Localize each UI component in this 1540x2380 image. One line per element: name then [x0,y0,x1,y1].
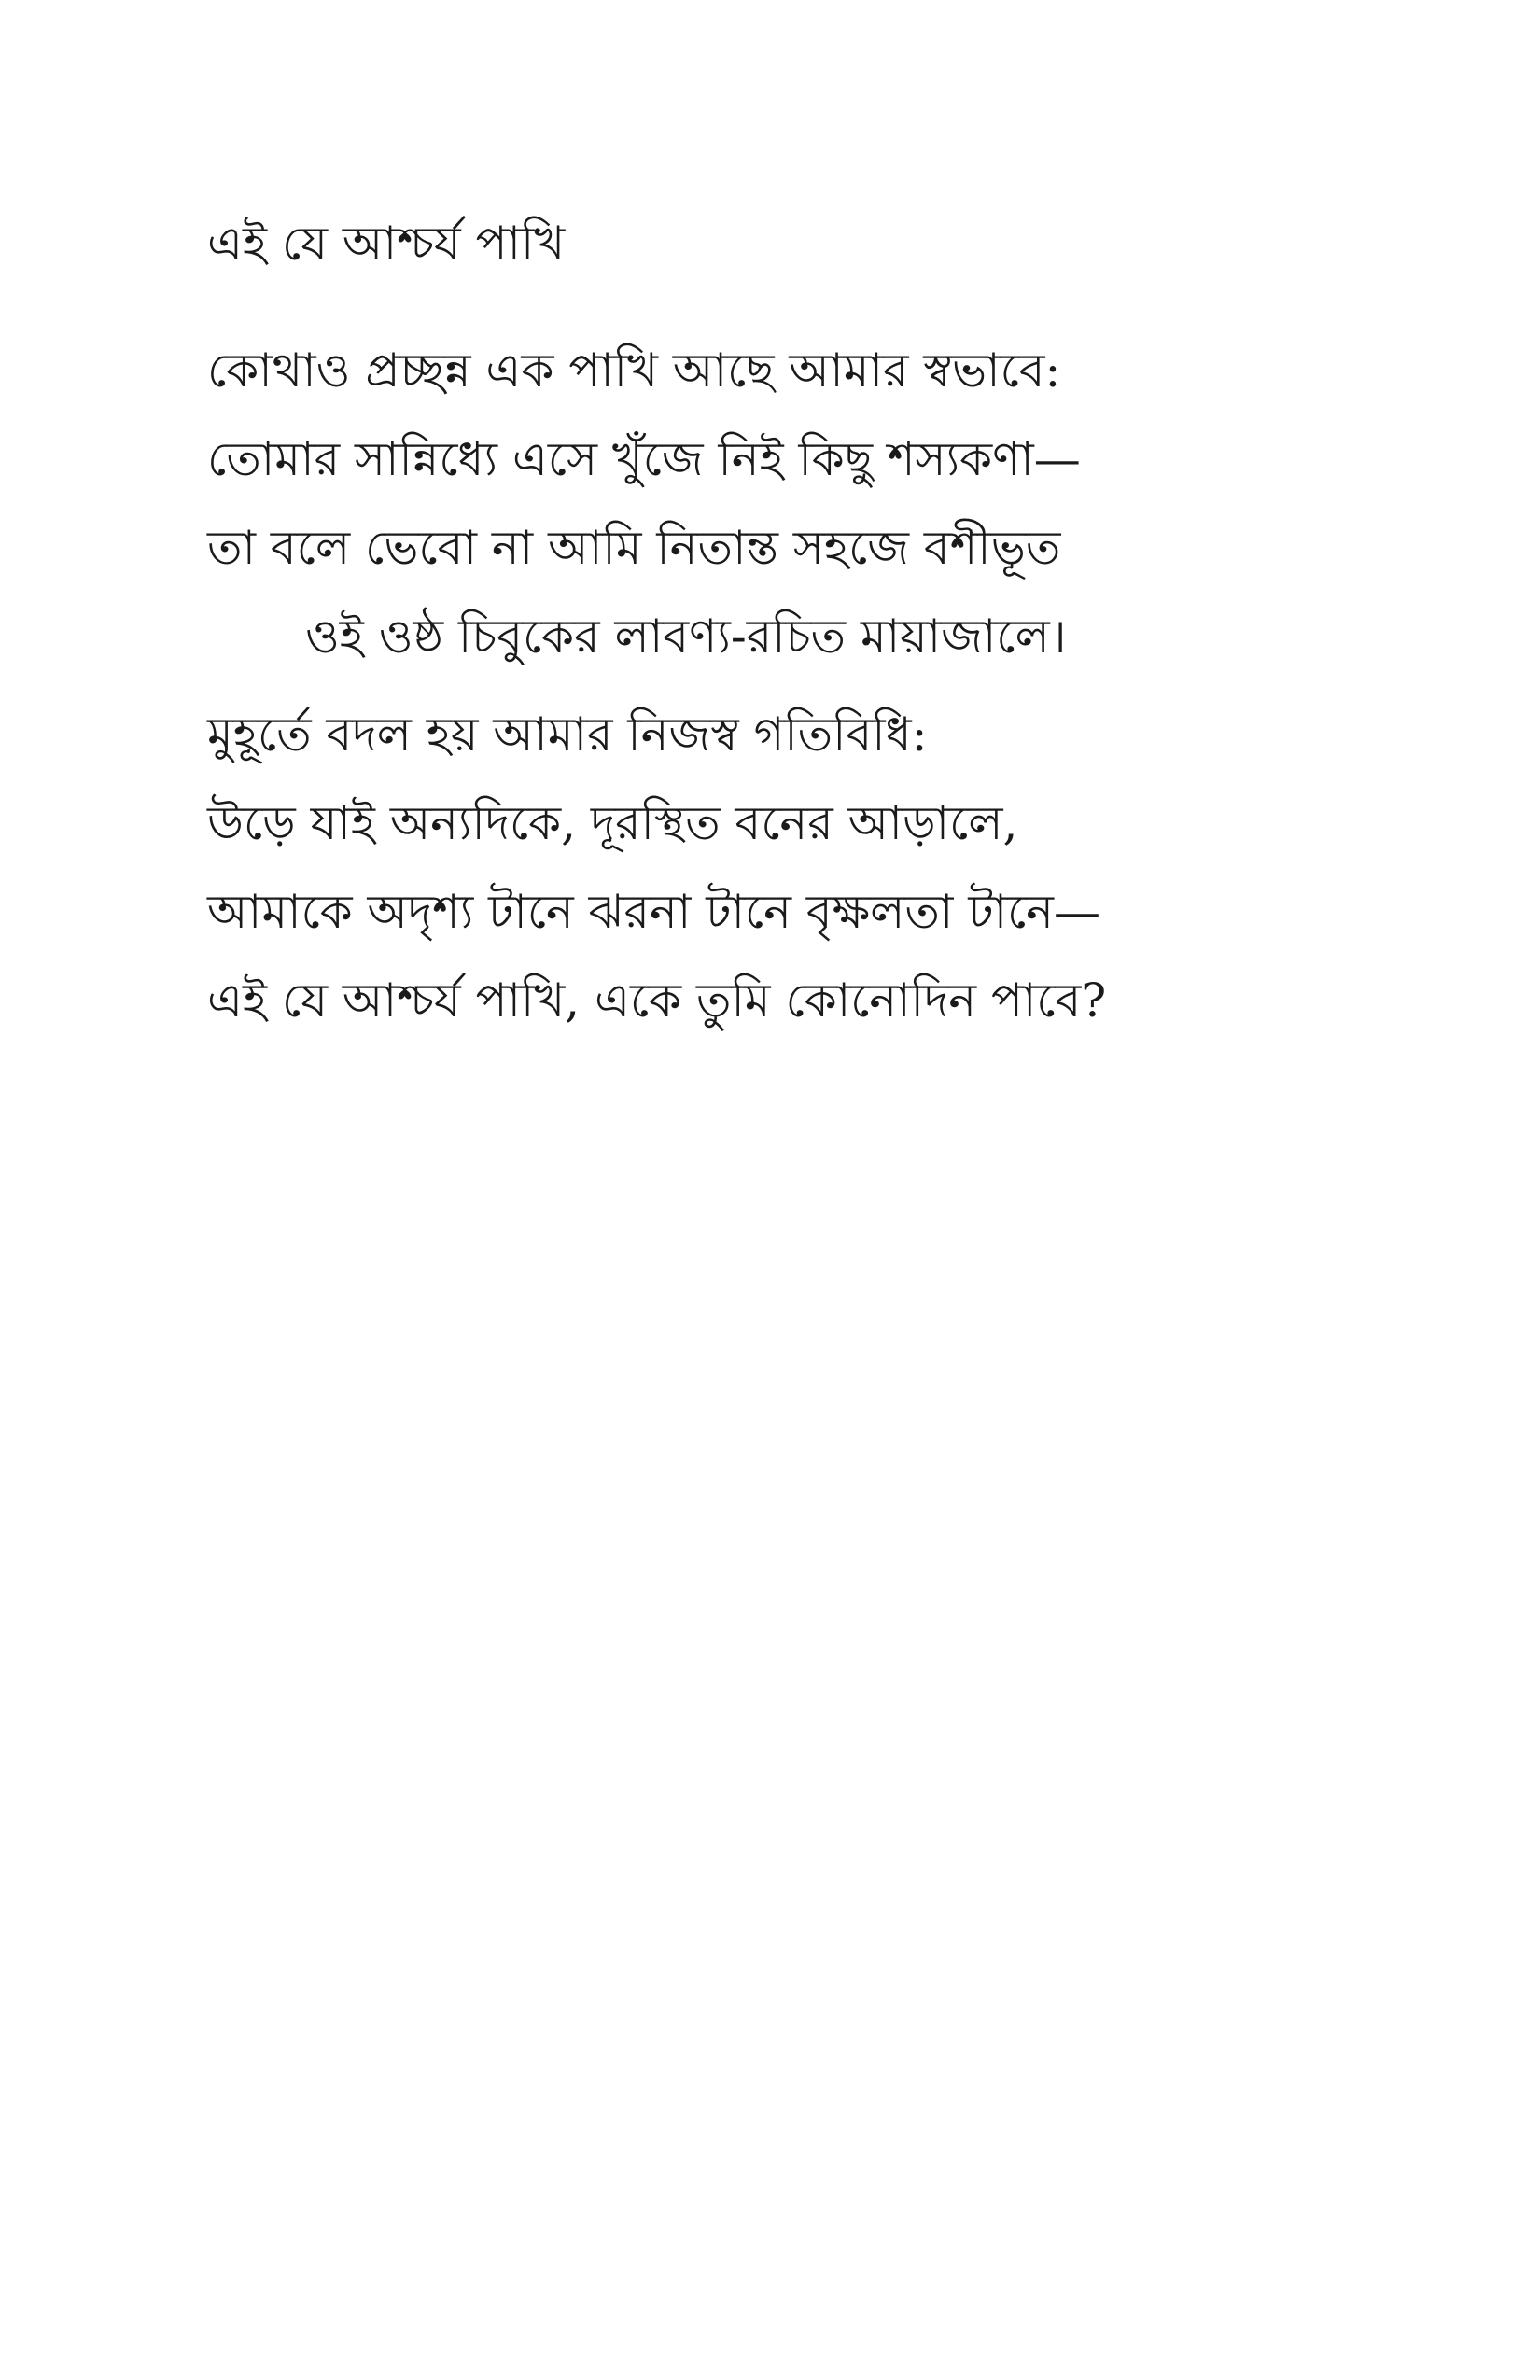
verse-line: উড়ে যাই অন্যদিকে, দূরস্থিত বনের আড়ালে, [207,796,1018,850]
verse-line: কোথাও প্রচ্ছন্ন এক পাখি আছে আমার স্বভাবে: [207,343,1061,398]
verse-line: তা বলে ভেবো না আমি নিতান্ত সহজে বশীভূত [207,521,1061,575]
verse-line: আমাকে অদৃশ্য টানে ঝরনা টানে বৃক্ষলতা টানে— [207,885,1101,939]
stanza-1 [207,327,1081,681]
poem-title: এই যে আশ্চর্য পাখি [207,217,566,271]
verse-line: মুহূর্তে বদল হয় আমার নিজস্ব গতিবিধি: [207,707,928,762]
stanza-2 [207,691,1106,1045]
verse-line-indented: ওই ওষ্ঠ চিবুকের লাবণ্য-রচিত মায়াজালে। [305,609,1067,664]
verse-line: এই যে আশ্চর্য পাখি, একে তুমি কোনোদিন পাবে? [207,973,1107,1028]
verse-line: তোমার সান্নিধ্যে এসে খুঁজে নিই কিছু শস্যকণা— [207,432,1081,486]
